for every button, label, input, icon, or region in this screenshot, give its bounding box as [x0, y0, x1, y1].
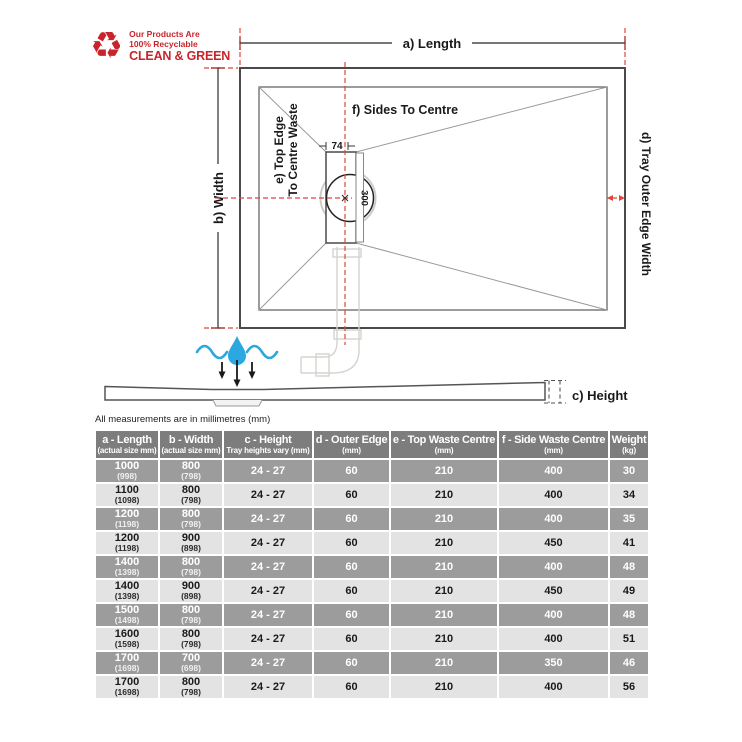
cell-side-waste: 400: [499, 676, 608, 698]
pipe-collar-mid: [334, 330, 361, 339]
logo-line1: Our Products Are: [129, 29, 200, 39]
flow-arrow-shafts: [222, 360, 252, 380]
cell-weight: 34: [610, 484, 648, 506]
table-row: [96, 556, 648, 578]
cell-weight: 41: [610, 532, 648, 554]
cell-side-waste: 350: [499, 652, 608, 674]
cell-height: 24 - 27: [224, 556, 312, 578]
cell-width: 800 (798): [160, 556, 222, 578]
col-header-top-waste: e - Top Waste Centre (mm): [391, 431, 497, 458]
cell-top-waste: 210: [391, 628, 497, 650]
cell-weight: 48: [610, 604, 648, 626]
cell-length: 1200 (1198): [96, 508, 158, 530]
cell-width: 700 (698): [160, 652, 222, 674]
cell-side-waste: 450: [499, 532, 608, 554]
cell-height: 24 - 27: [224, 508, 312, 530]
cell-side-waste: 450: [499, 580, 608, 602]
cell-length: 1100 (1098): [96, 484, 158, 506]
pipe-elbow: [301, 342, 359, 373]
cell-length: 1200 (1198): [96, 532, 158, 554]
cell-weight: 49: [610, 580, 648, 602]
cell-side-waste: 400: [499, 484, 608, 506]
cell-top-waste: 210: [391, 460, 497, 482]
cell-top-waste: 210: [391, 532, 497, 554]
cell-height: 24 - 27: [224, 676, 312, 698]
logo-line3: CLEAN & GREEN: [129, 49, 231, 63]
table-row: [96, 532, 648, 554]
top-edge-label-group: [272, 103, 300, 197]
cell-top-waste: 210: [391, 604, 497, 626]
col-header-outer-edge: d - Outer Edge (mm): [314, 431, 389, 458]
height-dimension-bracket: [544, 381, 566, 404]
cell-height: 24 - 27: [224, 580, 312, 602]
table-row: [96, 580, 648, 602]
cell-outer-edge: 60: [314, 460, 389, 482]
col-header-width: b - Width (actual size mm): [160, 431, 222, 458]
length-label: a) Length: [402, 36, 462, 51]
cell-length: 1400 (1398): [96, 580, 158, 602]
cell-height: 24 - 27: [224, 460, 312, 482]
tray-side-profile: [105, 383, 545, 401]
cell-width: 900 (898): [160, 580, 222, 602]
outer-edge-width-label-group: [639, 132, 653, 276]
water-flow-group: [197, 336, 277, 387]
cell-length: 1700 (1698): [96, 676, 158, 698]
cell-height: 24 - 27: [224, 604, 312, 626]
width-label: b) Width: [211, 172, 226, 224]
table-header-row: [96, 431, 648, 458]
cell-outer-edge: 60: [314, 556, 389, 578]
cell-outer-edge: 60: [314, 604, 389, 626]
cell-outer-edge: 60: [314, 508, 389, 530]
cell-side-waste: 400: [499, 460, 608, 482]
cell-height: 24 - 27: [224, 532, 312, 554]
col-header-side-waste: f - Side Waste Centre (mm): [499, 431, 608, 458]
cell-outer-edge: 60: [314, 532, 389, 554]
cell-weight: 30: [610, 460, 648, 482]
cell-length: 1700 (1698): [96, 652, 158, 674]
measurements-note: All measurements are in millimetres (mm): [95, 414, 271, 425]
recycle-icon: ♻: [90, 25, 124, 66]
water-wave-right-icon: [247, 346, 277, 358]
top-edge-label-line2: To Centre Waste: [286, 103, 300, 197]
waste-sump-profile: [213, 400, 262, 406]
cell-side-waste: 400: [499, 628, 608, 650]
table-row: [96, 604, 648, 626]
waste-cover-length-label: 300: [358, 190, 370, 206]
cell-width: 800 (798): [160, 676, 222, 698]
cell-top-waste: 210: [391, 580, 497, 602]
col-header-length: a - Length (actual size mm): [96, 431, 158, 458]
cell-weight: 35: [610, 508, 648, 530]
table-row: [96, 652, 648, 674]
cell-outer-edge: 60: [314, 676, 389, 698]
cell-outer-edge: 60: [314, 484, 389, 506]
cell-height: 24 - 27: [224, 652, 312, 674]
height-label: c) Height: [572, 388, 628, 403]
cell-width: 900 (898): [160, 532, 222, 554]
cell-side-waste: 400: [499, 508, 608, 530]
cell-width: 800 (798): [160, 508, 222, 530]
cell-width: 800 (798): [160, 628, 222, 650]
cell-weight: 51: [610, 628, 648, 650]
table-row: [96, 508, 648, 530]
table-row: [96, 676, 648, 698]
table-row: [96, 484, 648, 506]
col-header-height: c - Height Tray heights vary (mm): [224, 431, 312, 458]
spec-table: [94, 429, 650, 700]
cell-height: 24 - 27: [224, 484, 312, 506]
cell-length: 1600 (1598): [96, 628, 158, 650]
cell-outer-edge: 60: [314, 628, 389, 650]
cell-outer-edge: 60: [314, 652, 389, 674]
col-header-weight: Weight (kg): [610, 431, 648, 458]
water-wave-left-icon: [197, 346, 227, 358]
top-edge-label-line1: e) Top Edge: [272, 116, 286, 184]
cell-top-waste: 210: [391, 556, 497, 578]
cell-top-waste: 210: [391, 508, 497, 530]
waste-cover-width-label: 74: [331, 141, 343, 152]
cell-length: 1400 (1398): [96, 556, 158, 578]
outer-edge-width-label: d) Tray Outer Edge Width: [639, 132, 653, 276]
table-row: [96, 628, 648, 650]
cell-side-waste: 400: [499, 604, 608, 626]
cell-width: 800 (798): [160, 604, 222, 626]
cell-top-waste: 210: [391, 652, 497, 674]
cell-side-waste: 400: [499, 556, 608, 578]
cell-height: 24 - 27: [224, 628, 312, 650]
cell-weight: 56: [610, 676, 648, 698]
table-row: [96, 460, 648, 482]
cell-top-waste: 210: [391, 676, 497, 698]
cell-outer-edge: 60: [314, 580, 389, 602]
cell-weight: 48: [610, 556, 648, 578]
cell-width: 800 (798): [160, 460, 222, 482]
cell-length: 1000 (998): [96, 460, 158, 482]
cell-length: 1500 (1498): [96, 604, 158, 626]
logo-line2: 100% Recyclable: [129, 39, 198, 49]
cell-width: 800 (798): [160, 484, 222, 506]
sides-to-centre-label: f) Sides To Centre: [352, 103, 459, 117]
cell-top-waste: 210: [391, 484, 497, 506]
cell-weight: 46: [610, 652, 648, 674]
